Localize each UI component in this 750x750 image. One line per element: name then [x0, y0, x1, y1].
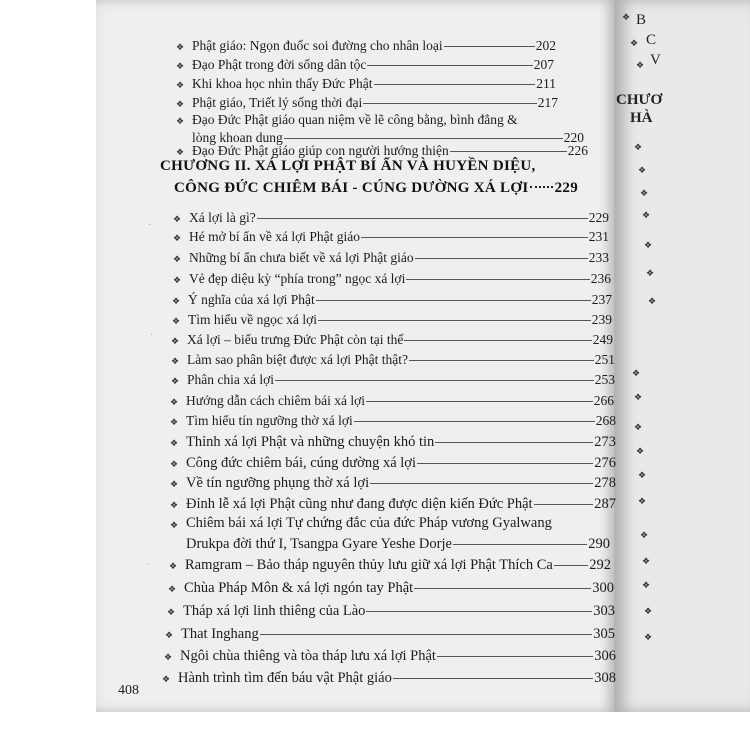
leader-line [316, 300, 591, 301]
leader-line [530, 186, 552, 188]
toc-entry [173, 271, 611, 287]
diamond-bullet-icon: ❖ [634, 392, 643, 402]
toc-entry-page: 300 [592, 580, 614, 596]
diamond-bullet-icon: ❖ [636, 446, 645, 456]
diamond-bullet-icon: ❖ [173, 214, 182, 224]
toc-entry-page: 251 [594, 352, 615, 367]
diamond-bullet-icon: ❖ [634, 142, 643, 152]
toc-entry-multiline [176, 110, 586, 146]
diamond-bullet-icon: ❖ [172, 296, 181, 306]
leader-line [284, 138, 563, 139]
chapter-title-line2-row [174, 180, 578, 197]
diamond-bullet-icon: ❖ [167, 607, 176, 617]
toc-entry-page: 276 [594, 455, 616, 471]
diamond-bullet-icon: ❖ [169, 561, 178, 571]
toc-entry [164, 648, 616, 665]
leader-line [414, 588, 591, 589]
leader-line [409, 360, 594, 361]
toc-entry-title-line1: Chiêm bái xá lợi Tự chứng đắc của đức Pháp vương Gyalwang [186, 515, 552, 531]
toc-entry-title: Phật giáo: Ngọn đuốc soi đường cho nhân loại [192, 38, 443, 53]
leader-line [415, 258, 588, 259]
toc-entry-page: 308 [594, 670, 616, 686]
toc-entry [173, 250, 609, 266]
leader-line [393, 678, 593, 679]
diamond-bullet-icon: ❖ [638, 470, 647, 480]
toc-entry-title: Phật giáo, Triết lý sống thời đại [192, 95, 363, 110]
toc-entry-page: 233 [588, 250, 609, 265]
toc-entry-title: Hành trình tìm đến báu vật Phật giáo [178, 670, 392, 686]
diamond-bullet-icon: ❖ [173, 254, 182, 264]
diamond-bullet-icon: ❖ [176, 42, 185, 52]
toc-entry-title: Xá lợi là gì? [189, 210, 256, 225]
toc-entry-title: That Inghang [181, 626, 259, 642]
diamond-bullet-icon: ❖ [172, 316, 181, 326]
book-page-right [614, 0, 750, 712]
toc-entry-title: Chùa Pháp Môn & xá lợi ngón tay Phật [184, 580, 414, 596]
toc-entry [168, 580, 614, 597]
leader-line [374, 84, 536, 85]
toc-entry [165, 626, 615, 643]
leader-line [435, 442, 593, 443]
diamond-bullet-icon: ❖ [176, 147, 185, 157]
leader-line [406, 279, 589, 280]
toc-entry-title: Phân chia xá lợi [187, 372, 274, 387]
diamond-bullet-icon: ❖ [168, 584, 177, 594]
diamond-bullet-icon: ❖ [646, 268, 655, 278]
leader-line [354, 421, 595, 422]
toc-entry [170, 393, 614, 409]
toc-entry [172, 312, 612, 328]
toc-entry-title: Ý nghĩa của xá lợi Phật [188, 292, 315, 307]
diamond-bullet-icon: ❖ [165, 630, 174, 640]
toc-entry [170, 413, 616, 429]
diamond-bullet-icon: ❖ [170, 438, 179, 448]
diamond-bullet-icon: ❖ [634, 422, 643, 432]
toc-entry-title-line1: Đạo Đức Phật giáo quan niệm về lẽ công bằng, bình đẳng & [192, 112, 518, 127]
toc-entry-title: Hướng dẫn cách chiêm bái xá lợi [186, 393, 366, 408]
toc-entry-page: 266 [593, 393, 614, 408]
diamond-bullet-icon: ❖ [632, 368, 641, 378]
diamond-bullet-icon: ❖ [170, 397, 179, 407]
leader-line [367, 65, 532, 66]
toc-entry [176, 143, 588, 159]
leader-line [366, 401, 593, 402]
toc-entry-title: Làm sao phân biệt được xá lợi Phật thật? [187, 352, 409, 367]
toc-entry-page: 236 [590, 271, 611, 286]
diamond-bullet-icon: ❖ [162, 674, 171, 684]
toc-entry-continuation [186, 536, 610, 553]
toc-entry [171, 352, 615, 368]
toc-entry-page: 273 [594, 434, 616, 450]
toc-entry [167, 603, 615, 620]
toc-entry-title: Tháp xá lợi linh thiêng của Lào [183, 603, 366, 619]
leader-line [275, 380, 594, 381]
diamond-bullet-icon: ❖ [640, 530, 649, 540]
toc-entry-page: 249 [592, 332, 613, 347]
page-bottom-margin [96, 712, 750, 750]
page-number: 408 [118, 683, 139, 698]
leader-line [450, 151, 567, 152]
toc-entry-page: 220 [563, 130, 584, 145]
right-page-fragment: HÀ [630, 110, 653, 126]
toc-entry-page: 253 [594, 372, 615, 387]
diamond-bullet-icon: ❖ [644, 632, 653, 642]
toc-entry-page: 292 [589, 557, 611, 573]
diamond-bullet-icon: ❖ [636, 60, 645, 70]
toc-entry-title: Về tín ngưỡng phụng thờ xá lợi [186, 475, 370, 491]
diamond-bullet-icon: ❖ [630, 38, 639, 48]
leader-line [534, 504, 594, 505]
toc-entry-title-line2: lòng khoan dung [192, 130, 283, 145]
right-page-fragment: V [650, 52, 661, 68]
toc-entry-title: Khi khoa học nhìn thấy Đức Phật [192, 76, 373, 91]
toc-entry [176, 57, 554, 73]
toc-entry-page: 229 [588, 210, 609, 225]
toc-entry-page: 303 [593, 603, 615, 619]
diamond-bullet-icon: ❖ [170, 520, 179, 530]
diamond-bullet-icon: ❖ [171, 376, 180, 386]
diamond-bullet-icon: ❖ [644, 240, 653, 250]
leader-line [453, 544, 587, 545]
toc-entry-multiline [170, 512, 610, 556]
diamond-bullet-icon: ❖ [648, 296, 657, 306]
leader-line [370, 483, 593, 484]
toc-entry-title: Ramgram – Bảo tháp nguyên thủy lưu giữ xá lợi Phật Thích Ca [185, 557, 553, 573]
toc-entry [170, 434, 616, 451]
diamond-bullet-icon: ❖ [644, 606, 653, 616]
leader-line [366, 611, 592, 612]
right-page-fragment: C [646, 32, 657, 48]
diamond-bullet-icon: ❖ [173, 233, 182, 243]
toc-entry-title-line2: Drukpa đời thứ I, Tsangpa Gyare Yeshe Dorje [186, 536, 452, 552]
toc-entry [173, 229, 609, 245]
diamond-bullet-icon: ❖ [176, 99, 185, 109]
toc-entry [162, 670, 616, 687]
leader-line [361, 237, 588, 238]
diamond-bullet-icon: ❖ [622, 12, 631, 22]
toc-entry-page: 202 [535, 38, 556, 53]
diamond-bullet-icon: ❖ [170, 459, 179, 469]
diamond-bullet-icon: ❖ [170, 417, 179, 427]
toc-entry [176, 38, 556, 54]
chapter-title-line1: CHƯƠNG II. XÁ LỢI PHẬT BÍ ẨN VÀ HUYỀN DIỆU, [160, 158, 536, 174]
diamond-bullet-icon: ❖ [164, 652, 173, 662]
bleed-through-mark: · [146, 560, 150, 571]
leader-line [554, 565, 588, 566]
toc-entry-page: 290 [588, 536, 610, 552]
diamond-bullet-icon: ❖ [638, 496, 647, 506]
toc-entry [176, 76, 556, 92]
toc-entry-title: Thỉnh xá lợi Phật và những chuyện khó tin [186, 434, 435, 450]
diamond-bullet-icon: ❖ [170, 500, 179, 510]
diamond-bullet-icon: ❖ [171, 356, 180, 366]
diamond-bullet-icon: ❖ [638, 165, 647, 175]
toc-entry-title: Tìm hiểu về ngọc xá lợi [188, 312, 317, 327]
toc-entry-title: Đỉnh lễ xá lợi Phật cũng như đang được diện kiến Đức Phật [186, 496, 533, 512]
toc-entry-page: 306 [594, 648, 616, 664]
toc-entry [170, 475, 616, 492]
diamond-bullet-icon: ❖ [173, 275, 182, 285]
toc-entry-page: 231 [588, 229, 609, 244]
toc-entry-title: Vẻ đẹp diệu kỳ “phía trong” ngọc xá lợi [189, 271, 406, 286]
toc-entry-page: 268 [595, 413, 616, 428]
toc-entry-page: 217 [537, 95, 558, 110]
leader-line [363, 103, 536, 104]
diamond-bullet-icon: ❖ [176, 61, 185, 71]
leader-line [257, 218, 588, 219]
toc-entry-title: Xá lợi – biểu trưng Đức Phật còn tại thế [187, 332, 404, 347]
toc-entry-page: 305 [593, 626, 615, 642]
toc-entry-page: 207 [533, 57, 554, 72]
toc-entry [170, 496, 616, 513]
leader-line [260, 634, 593, 635]
toc-entry-page: 239 [591, 312, 612, 327]
diamond-bullet-icon: ❖ [171, 336, 180, 346]
diamond-bullet-icon: ❖ [642, 556, 651, 566]
toc-entry-title: Những bí ẩn chưa biết về xá lợi Phật giáo [189, 250, 414, 265]
diamond-bullet-icon: ❖ [176, 116, 185, 126]
toc-entry-page: 237 [591, 292, 612, 307]
leader-line [437, 656, 593, 657]
bleed-through-mark: · [150, 330, 154, 341]
leader-line [417, 463, 593, 464]
toc-entry [170, 455, 616, 472]
toc-entry [171, 372, 615, 388]
toc-entry [171, 332, 613, 348]
toc-entry-title: Ngôi chùa thiêng và tòa tháp lưu xá lợi Phật [180, 648, 436, 664]
right-page-fragment: B [636, 12, 647, 28]
toc-entry-page: 278 [594, 475, 616, 491]
chapter-title-line2: CÔNG ĐỨC CHIÊM BÁI - CÚNG DƯỜNG XÁ LỢI [174, 180, 529, 196]
toc-entry-page: 211 [536, 76, 556, 91]
toc-entry-page: 287 [594, 496, 616, 512]
toc-entry [176, 95, 558, 111]
diamond-bullet-icon: ❖ [642, 580, 651, 590]
toc-entry [173, 210, 609, 226]
toc-entry-title: Hé mở bí ẩn về xá lợi Phật giáo [189, 229, 360, 244]
toc-entry [169, 557, 611, 574]
diamond-bullet-icon: ❖ [176, 80, 185, 90]
diamond-bullet-icon: ❖ [642, 210, 651, 220]
toc-entry-title: Tìm hiểu tín ngưỡng thờ xá lợi [186, 413, 353, 428]
leader-line [318, 320, 591, 321]
bleed-through-mark: · [148, 220, 152, 231]
diamond-bullet-icon: ❖ [640, 188, 649, 198]
toc-entry [172, 292, 612, 308]
diamond-bullet-icon: ❖ [170, 479, 179, 489]
toc-entry-page: 226 [567, 143, 588, 158]
toc-entry-title: Đạo Phật trong đời sống dân tộc [192, 57, 367, 72]
leader-line [404, 340, 591, 341]
toc-entry-title: Công đức chiêm bái, cúng dường xá lợi [186, 455, 416, 471]
toc-entry-title: Đạo Đức Phật giáo giúp con người hướng thiện [192, 143, 449, 158]
leader-line [444, 46, 535, 47]
right-page-fragment: CHƯƠ [616, 92, 663, 108]
chapter-page: 229 [554, 180, 578, 196]
